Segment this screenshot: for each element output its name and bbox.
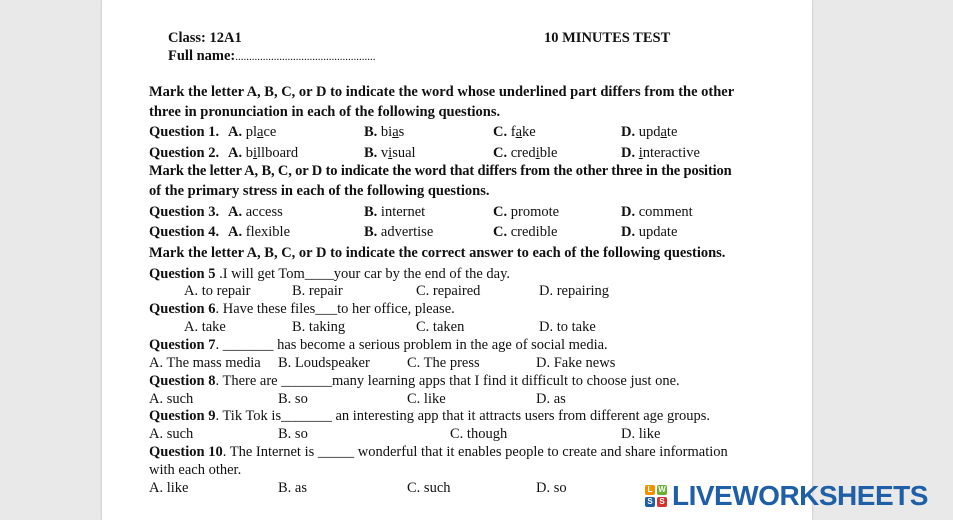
fullname-row xyxy=(168,48,376,66)
option-b: B. as xyxy=(278,480,307,496)
option-a: A. such xyxy=(149,391,194,407)
option-a: A. billboard xyxy=(228,145,299,161)
section1-instruction-line1: Mark the letter A, B, C, or D to indicate the word whose underlined part differs from the other xyxy=(149,84,735,100)
option-d: D. interactive xyxy=(621,145,700,161)
option-b: B. so xyxy=(278,391,308,407)
option-a: A. take xyxy=(184,319,226,335)
option-b: B. repair xyxy=(292,283,343,299)
option-d: D. to take xyxy=(539,319,596,335)
option-c: C. promote xyxy=(493,204,560,220)
option-b: B. advertise xyxy=(364,224,434,240)
question-stem: Question 10. The Internet is _____ wonderful that it enables people to create and share information xyxy=(149,444,728,460)
option-d: D. update xyxy=(621,224,678,240)
option-d: D. comment xyxy=(621,204,693,220)
fullname-dots: ................................................... xyxy=(235,51,376,63)
section1-instruction-line2: three in pronunciation in each of the following questions. xyxy=(149,104,501,120)
option-b: B. internet xyxy=(364,204,426,220)
question-stem: Question 9. Tik Tok is_______ an interesting app that it attracts users from different age groups. xyxy=(149,408,711,424)
section3-instruction: Mark the letter A, B, C, or D to indicate the correct answer to each of the following questions. xyxy=(149,245,726,261)
option-c: C. though xyxy=(450,426,508,442)
question-label: Question 2. xyxy=(149,145,220,161)
option-c: C. credible xyxy=(493,145,558,161)
liveworksheets-wordmark: LIVEWORKSHEETS xyxy=(672,480,928,511)
option-b: B. visual xyxy=(364,145,416,161)
option-a: A. such xyxy=(149,426,194,442)
option-a: A. like xyxy=(149,480,189,496)
option-c: C. such xyxy=(407,480,451,496)
section2-instruction-line1: Mark the letter A, B, C, or D to indicate the word that differs from the other three in the position xyxy=(149,163,732,179)
question-stem: Question 6. Have these files___to her office, please. xyxy=(149,301,455,317)
question-stem: Question 7. _______ has become a serious problem in the age of social media. xyxy=(149,337,608,353)
option-c: C. The press xyxy=(407,355,480,371)
liveworksheets-mark-icon: L W S S xyxy=(645,483,669,509)
option-d: D. as xyxy=(536,391,566,407)
section2-instruction-line2: of the primary stress in each of the following questions. xyxy=(149,183,490,199)
question-label: Question 1. xyxy=(149,124,220,140)
option-d: D. repairing xyxy=(539,283,610,299)
option-a: A. The mass media xyxy=(149,355,261,371)
question-stem: Question 5 .I will get Tom____your car by the end of the day. xyxy=(149,266,511,282)
option-b: B. so xyxy=(278,426,308,442)
question-stem: Question 8. There are _______many learning apps that I find it difficult to choose just one. xyxy=(149,373,680,389)
question-label: Question 3. xyxy=(149,204,220,220)
option-c: C. like xyxy=(407,391,446,407)
option-c: C. fake xyxy=(493,124,536,140)
liveworksheets-logo[interactable] xyxy=(645,480,928,512)
option-b: B. Loudspeaker xyxy=(278,355,370,371)
option-c: C. repaired xyxy=(416,283,481,299)
option-d: D. so xyxy=(536,480,567,496)
option-a: A. to repair xyxy=(184,283,251,299)
fullname-label: Full name: xyxy=(168,48,236,64)
question-stem-line2: with each other. xyxy=(149,462,242,478)
option-d: D. Fake news xyxy=(536,355,616,371)
option-d: D. update xyxy=(621,124,678,140)
option-a: A. place xyxy=(228,124,277,140)
test-title: 10 MINUTES TEST xyxy=(544,30,671,46)
option-c: C. taken xyxy=(416,319,465,335)
option-a: A. access xyxy=(228,204,283,220)
option-c: C. credible xyxy=(493,224,558,240)
option-d: D. like xyxy=(621,426,661,442)
option-b: B. taking xyxy=(292,319,346,335)
option-b: B. bias xyxy=(364,124,405,140)
class-label: Class: 12A1 xyxy=(168,30,242,46)
option-a: A. flexible xyxy=(228,224,291,240)
worksheet-page xyxy=(102,0,812,520)
question-label: Question 4. xyxy=(149,224,220,240)
